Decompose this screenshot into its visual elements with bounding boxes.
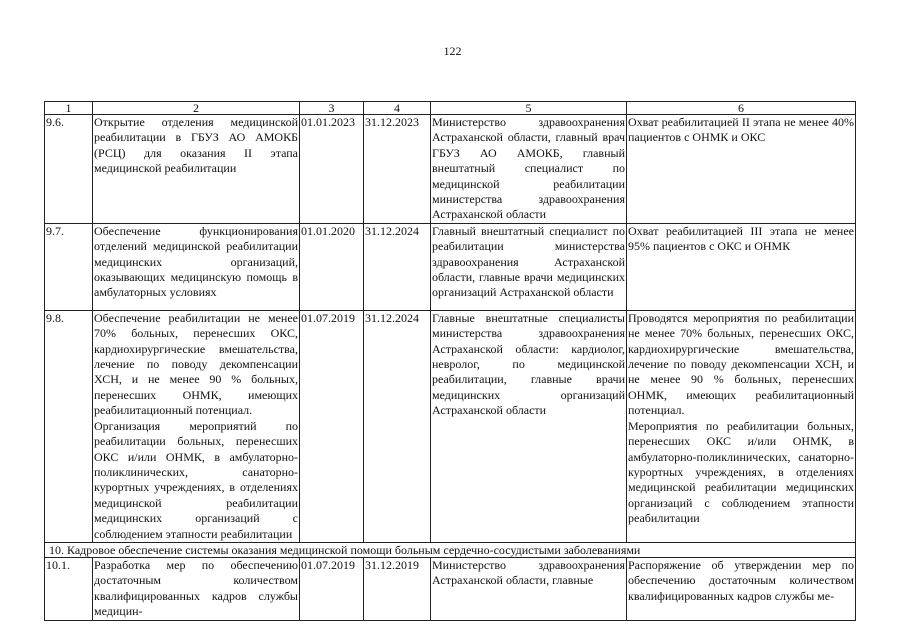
result-cell: Охват реабилитацией II этапа не менее 40% пациентов с ОНМК и ОКС [627, 115, 856, 224]
result-paragraph: Проводятся мероприятия по реабилитации не менее 70% больных, перенесших ОКС, кардиохирургические вмешательства, лечение по поводу декомпенсации ХСН, и не менее 90 % больных, перенесших ОНМК, имеющих реабилитационный потенциал. [628, 310, 854, 418]
start-date: 01.07.2019 [300, 557, 364, 620]
row-number: 9.6. [45, 115, 93, 224]
row-number: 9.8. [45, 310, 93, 542]
task-paragraph: Обеспечение реабилитации не менее 70% больных, перенесших ОКС, кардиохирургические вмешательства, лечение по поводу декомпенсации ХСН, и не менее 90 % больных, перенесших ОНМК, имеющих реабилитационный потенциал. [94, 310, 298, 418]
task-cell: Обеспечение функционирования отделений медицинской реабилитации медицинских организаций, оказывающих медицинскую помощь в амбулаторных условиях [93, 223, 300, 310]
task-cell: Открытие отделения медицинской реабилитации в ГБУЗ АО АМОКБ (РСЦ) для оказания II этапа медицинской реабилитации [93, 115, 300, 224]
table-row [45, 115, 856, 224]
header-col-6: 6 [627, 102, 856, 115]
end-date: 31.12.2024 [364, 223, 431, 310]
end-date: 31.12.2019 [364, 557, 431, 620]
header-col-3: 3 [300, 102, 364, 115]
table-row [45, 223, 856, 310]
table-row [45, 310, 856, 542]
plan-table [44, 101, 856, 621]
table-row [45, 557, 856, 620]
start-date: 01.01.2020 [300, 223, 364, 310]
responsible-cell: Главные внештатные специалисты министерства здравоохранения Астраханской области: кардиолог, невролог, по медицинской реабилитации, главные врачи медицинских организаций Астраханской области [431, 310, 627, 542]
table-header-row [45, 102, 856, 115]
task-cell [93, 310, 300, 542]
page-number: 122 [443, 44, 462, 58]
header-col-4: 4 [364, 102, 431, 115]
result-paragraph: Мероприятия по реабилитации больных, перенесших ОКС и/или ОНМК, в амбулаторно-поликлинических, санаторно-курортных учреждениях, в отделениях медицинской реабилитации медицинских организаций с соблюдением этапности реабилитации [628, 418, 854, 526]
result-cell [627, 310, 856, 542]
row-number: 9.7. [45, 223, 93, 310]
end-date: 31.12.2023 [364, 115, 431, 224]
header-col-5: 5 [431, 102, 627, 115]
responsible-cell: Министерство здравоохранения Астраханской области, главный врач ГБУЗ АО АМОКБ, главный внештатный специалист по медицинской реабилитации министерства здравоохранения Астраханской области [432, 115, 625, 222]
task-paragraph: Организация мероприятий по реабилитации больных, перенесших ОКС и/или ОНМК, в амбулаторно-поликлинических, санаторно-курортных учреждениях, в отделениях медицинской реабилитации медицинских организаций с соблюдением этапности реабилитации [94, 418, 298, 541]
header-col-1: 1 [45, 102, 93, 115]
section-row [45, 542, 856, 557]
responsible-cell: Министерство здравоохранения Астраханской области, главные [431, 557, 627, 620]
row-number: 10.1. [45, 557, 93, 620]
start-date: 01.07.2019 [300, 310, 364, 542]
header-col-2: 2 [93, 102, 300, 115]
result-cell: Распоряжение об утверждении мер по обеспечению достаточным количеством квалифицированных кадров службы ме- [627, 557, 856, 620]
end-date: 31.12.2024 [364, 310, 431, 542]
result-cell: Охват реабилитацией III этапа не менее 95% пациентов с ОКС и ОНМК [627, 223, 856, 310]
start-date: 01.01.2023 [300, 115, 364, 224]
responsible-cell: Главный внештатный специалист по реабилитации министерства здравоохранения Астраханской области, главные врачи медицинских организаций Астраханской области [431, 223, 627, 310]
section-title: 10. Кадровое обеспечение системы оказания медицинской помощи больным сердечно-сосудистыми заболеваниями [45, 542, 856, 557]
task-cell: Разработка мер по обеспечению достаточным количеством квалифицированных кадров службы медицин- [94, 557, 298, 619]
